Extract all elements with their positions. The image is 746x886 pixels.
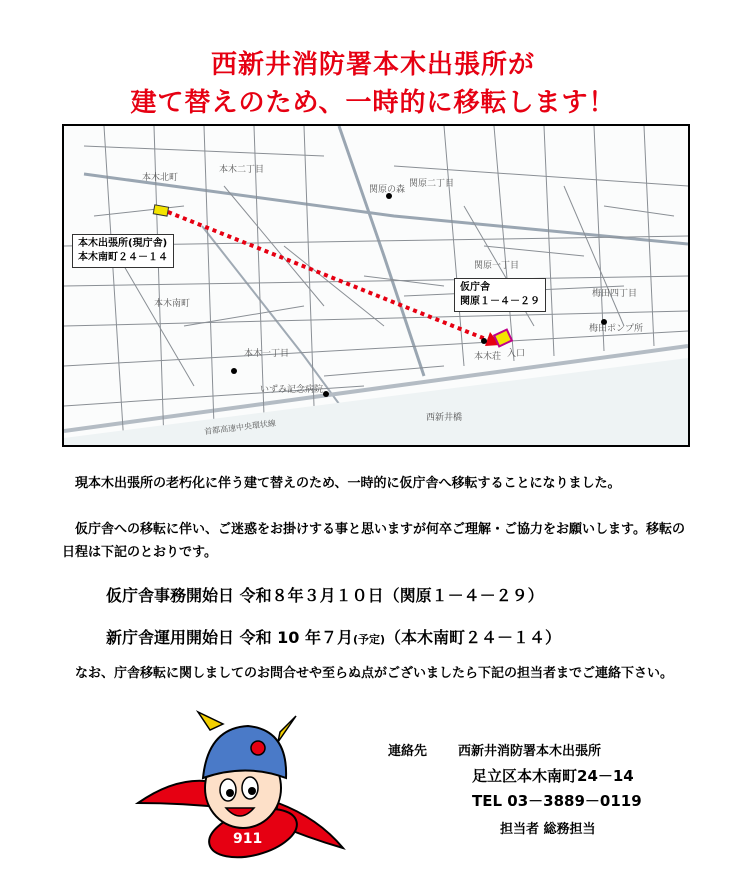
date-new-office-start <box>106 625 561 648</box>
current-station-marker <box>153 205 168 216</box>
paragraph-apology-text: 仮庁舎への移転に伴い、ご迷惑をお掛けする事と思いますが何卒ご理解・ご協力をお願いします。移転の日程は下記のとおりです。 <box>62 522 685 560</box>
label-hospital: いずみ記念病院 <box>260 385 324 395</box>
contact-name: 西新井消防署本木出張所 <box>458 744 602 759</box>
callout-current-line1: 本木出張所(現庁舎) <box>78 238 168 249</box>
callout-current-line2: 本木南町２４－１４ <box>78 252 168 263</box>
label-motoki-kita: 本木北町 <box>142 173 179 183</box>
label-iriguchi: 入口 <box>507 349 526 359</box>
motoki-so-dot <box>481 338 487 344</box>
paragraph-apology <box>62 518 694 564</box>
paragraph-reason-text: 現本木出張所の老朽化に伴う建て替えのため、一時的に仮庁舎へ移転することになりました。 <box>75 476 621 491</box>
date-new-office-note: (予定) <box>352 633 386 646</box>
hospital-dot <box>323 391 329 397</box>
firefighter-mascot-icon <box>128 708 348 878</box>
callout-temp-line2: 関原１－４－２９ <box>460 296 540 307</box>
callout-temp-line1: 仮庁舎 <box>460 282 490 293</box>
label-sekibara-2: 関原二丁目 <box>409 179 455 189</box>
contact-address: 足立区本木南町24－14 <box>472 767 634 785</box>
contact-tel: TEL 03－3889－0119 <box>472 792 642 810</box>
label-motoki-minami: 本木南町 <box>154 299 191 309</box>
label-umeda-pump: 梅田ポンプ所 <box>589 324 644 334</box>
page-title-line2: 建て替えのため、一時的に移転します！ <box>130 88 616 118</box>
label-motoki-2: 本木二丁目 <box>219 165 265 175</box>
label-expressway: 首都高速中央環状線 <box>203 418 277 437</box>
label-umeda-4: 梅田四丁目 <box>592 289 638 299</box>
contact-person: 担当者 総務担当 <box>500 822 596 837</box>
motoki-1-dot <box>231 368 237 374</box>
date-temp-office-start: 仮庁舎事務開始日 令和８年３月１０日（関原１－４－２９） <box>106 586 544 605</box>
relocation-map <box>62 124 690 447</box>
paragraph-inquiry <box>62 662 694 685</box>
paragraph-inquiry-text: なお、庁舎移転に関しましてのお問合せや至らぬ点がございましたら下記の担当者までご連絡下さい。 <box>75 666 674 681</box>
callout-temp-station <box>454 278 546 312</box>
label-motoki-so: 本木荘 <box>474 352 502 362</box>
mascot-badge: 911 <box>233 831 263 847</box>
label-motoki-1: 本木一丁目 <box>244 349 290 359</box>
callout-current-station <box>72 234 174 268</box>
label-nishiarai-bridge: 西新井橋 <box>426 413 463 423</box>
page-title-line1: 西新井消防署本木出張所が <box>210 50 535 80</box>
date-new-office-main: 新庁舎運用開始日 令和 10 年７月 <box>106 628 353 647</box>
paragraph-reason <box>62 472 694 495</box>
label-sekibara-no-mori: 関原の森 <box>369 185 406 195</box>
contact-label: 連絡先 <box>388 744 428 759</box>
label-sekibara-1: 関原一丁目 <box>474 261 520 271</box>
date-new-office-tail: （本木南町２４－１４） <box>385 628 562 647</box>
